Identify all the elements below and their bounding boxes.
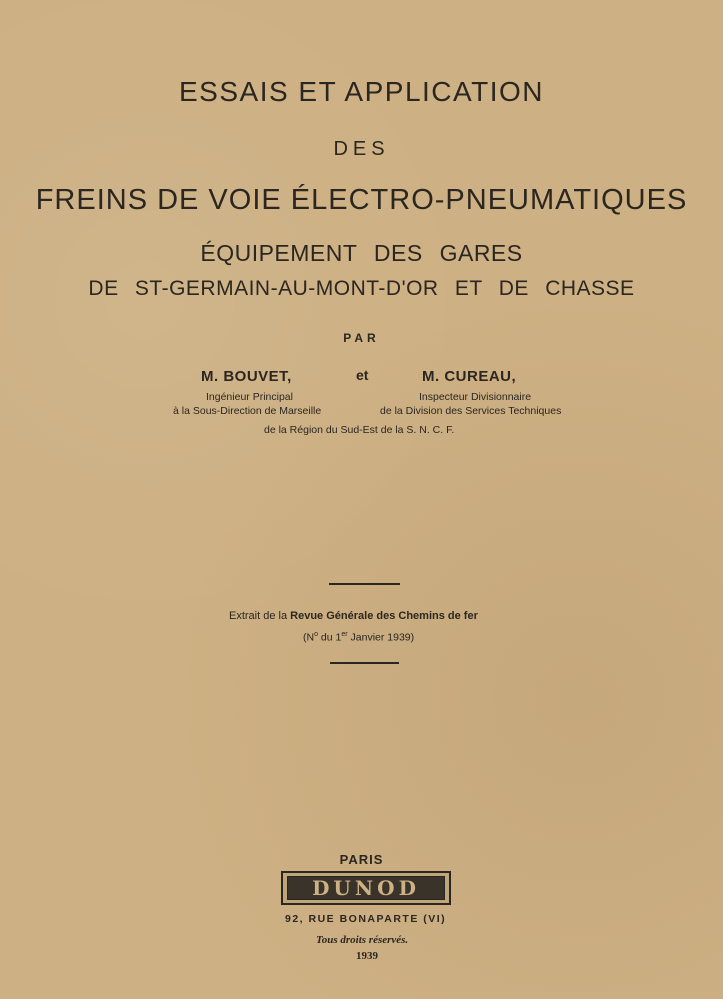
- author-conjunction: et: [356, 367, 369, 383]
- divider-top: [329, 583, 400, 585]
- issue-info: [303, 631, 414, 644]
- issue-er: er: [341, 631, 348, 638]
- author-2-name: M. CUREAU,: [422, 368, 517, 385]
- issue-prefix: (N: [303, 631, 315, 644]
- title-line-1: ESSAIS ET APPLICATION: [178, 76, 545, 107]
- authors-region: de la Région du Sud-Est de la S. N. C. F.: [264, 424, 455, 436]
- publisher-city: PARIS: [339, 852, 384, 867]
- subtitle-line-1: ÉQUIPEMENT DES GARES: [200, 240, 523, 266]
- title-line-3: FREINS DE VOIE ÉLECTRO-PNEUMATIQUES: [35, 184, 688, 216]
- by-label: PAR: [343, 331, 380, 345]
- issue-suffix: Janvier 1939): [347, 631, 415, 644]
- publisher-logo-text: DUNOD: [312, 876, 420, 900]
- publication-year: 1939: [356, 950, 378, 962]
- rights-reserved: Tous droits réservés.: [316, 934, 409, 946]
- issue-mid: du 1: [318, 631, 342, 644]
- author-1-department: à la Sous-Direction de Marseille: [173, 405, 322, 417]
- author-2-role: Inspecteur Divisionnaire: [419, 391, 532, 403]
- extract-prefix: Extrait de la: [229, 610, 288, 622]
- issue-o: o: [314, 631, 318, 638]
- author-2-department: de la Division des Services Techniques: [380, 405, 562, 417]
- journal-name: Revue Générale des Chemins de fer: [290, 610, 478, 622]
- publisher-logo: [281, 871, 451, 905]
- subtitle-line-2: DE ST-GERMAIN-AU-MONT-D'OR ET DE CHASSE: [88, 277, 635, 300]
- publisher-logo-inner: [287, 876, 445, 900]
- publisher-address: 92, RUE BONAPARTE (VI): [285, 913, 447, 925]
- divider-bottom: [330, 662, 399, 664]
- author-1-role: Ingénieur Principal: [206, 391, 293, 403]
- author-1-name: M. BOUVET,: [201, 368, 292, 385]
- extract-source: [229, 610, 478, 622]
- title-line-2: DES: [333, 138, 390, 160]
